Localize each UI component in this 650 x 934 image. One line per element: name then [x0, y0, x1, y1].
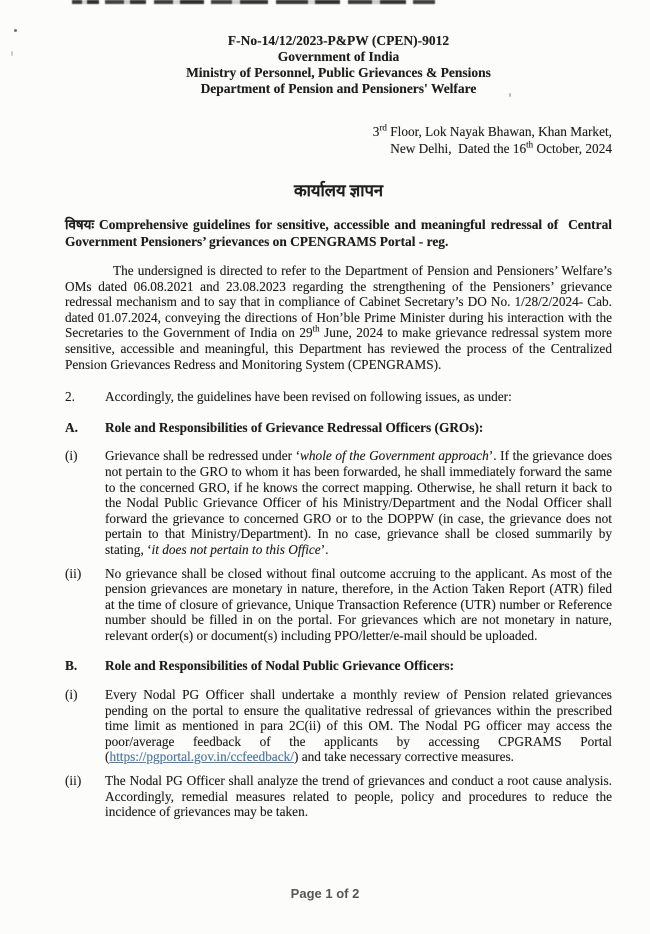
section-a-item-i: [65, 448, 612, 557]
section-marker: B.: [65, 658, 78, 674]
date-line: New Delhi, Dated the 16th October, 2024: [390, 139, 612, 156]
section-a-heading: [65, 420, 612, 436]
section-b-heading: [65, 658, 612, 674]
feedback-portal-link[interactable]: https://pgportal.gov.in/ccfeedback/: [109, 749, 294, 765]
section-b-item-i: [65, 687, 612, 765]
paragraph-1: The undersigned is directed to refer to the Department of Pension and Pensioners’ Welfare’s OMs dated 06.08.2021 and 23.08.2023 regarding the strengthening of the Pensioners’ grievance redressal mechanism and to say that in compliance of Cabinet Secretary’s DO No. 1/28/2/2024- Cab. dated 01.07.2024, conveying the directions of Hon’ble Prime Minister during his interaction with the Secretaries to the Government of India on 29th June, 2024 to make grievance redressal system more sensitive, accessible and meaningful, this Department has reviewed the process of the Centralized Pension Grievances Redress and Monitoring System (CPENGRAMS).: [65, 263, 612, 372]
item-text: No grievance shall be closed without final outcome accruing to the applicant. As most of the pension grievances are monetary in nature, therefore, in the Action Taken Report (ATR) filed at the time of closure of grievance, Unique Transaction Reference (UTR) number or Reference number should be filled in on the portal. For grievances which are not monetary in nature, relevant order(s) or document(s) including PPO/letter/e-mail should be uploaded.: [105, 565, 612, 643]
org-line-department: Department of Pension and Pensioners' Welfare: [200, 81, 477, 96]
item-marker: (ii): [65, 773, 82, 789]
item-marker: (i): [65, 687, 78, 703]
item-text: The Nodal PG Officer shall analyze the trend of grievances and conduct a root cause analysis. Accordingly, remedial measures related to people, policy and procedures to reduce the incidence of grievances may be taken.: [105, 773, 612, 820]
section-heading-text: Role and Responsibilities of Nodal Public Grievance Officers:: [105, 658, 455, 674]
section-marker: A.: [65, 419, 78, 435]
page-number: Page 1 of 2: [290, 886, 360, 901]
item-text: Every Nodal PG Officer shall undertake a monthly review of Pension related grievances pending on the portal to ensure the qualitative redressal of grievances within the prescribed time limit as mentioned in para 2C(ii) of this OM. The Nodal PG officer may access the poor/average feedback of the applicants by accessing CPGRAMS Portal (https://pgportal.gov.in/ccfeedback/) and take necessary corrective measures.: [105, 687, 612, 765]
org-line-government: Government of India: [277, 49, 400, 64]
section-heading-text: Role and Responsibilities of Grievance Redressal Officers (GROs):: [105, 419, 484, 435]
subject-text: Comprehensive guidelines for sensitive, accessible and meaningful redressal of Central Government Pensioners’ grievances on CPENGRAMS Portal - reg.: [65, 217, 612, 249]
section-a-item-ii: [65, 566, 612, 644]
address-line: 3rd Floor, Lok Nayak Bhawan, Khan Market,: [372, 122, 612, 139]
scan-speck: [509, 93, 511, 97]
letterhead: [65, 33, 612, 97]
item-marker: 2.: [65, 389, 75, 405]
item-text: Accordingly, the guidelines have been revised on following issues, as under:: [105, 389, 512, 405]
address-date-block: [65, 124, 612, 157]
item-marker: (ii): [65, 565, 82, 581]
scan-speck: [11, 51, 13, 56]
file-number: F-No-14/12/2023-P&PW (CPEN)-9012: [227, 33, 450, 48]
section-b-item-ii: [65, 773, 612, 820]
org-line-ministry: Ministry of Personnel, Public Grievances & Pensions: [186, 65, 491, 80]
paragraph-2: [65, 389, 612, 405]
scan-speck: [14, 29, 17, 32]
item-marker: (i): [65, 448, 78, 464]
scan-artifact-top: [72, 0, 435, 4]
memo-title: कार्यालय ज्ञापन: [293, 181, 384, 200]
subject-label: विषयः: [65, 217, 95, 232]
item-text: Grievance shall be redressed under ‘whole of the Government approach’. If the grievance does not pertain to the GRO to whom it has been forwarded, he shall immediately forward the same to the concerned GRO, if he knows the correct mapping. Otherwise, he shall return it back to the Nodal Public Grievance Officer of his Ministry/Department and the Nodal Officer shall forward the grievance to concerned GRO or to the DOPPW (in case, the grievance does not pertain to that Ministry/Department). In no case, grievance shall be closed summarily by stating, ‘it does not pertain to this Office’.: [105, 448, 612, 557]
subject-line: [65, 217, 612, 250]
